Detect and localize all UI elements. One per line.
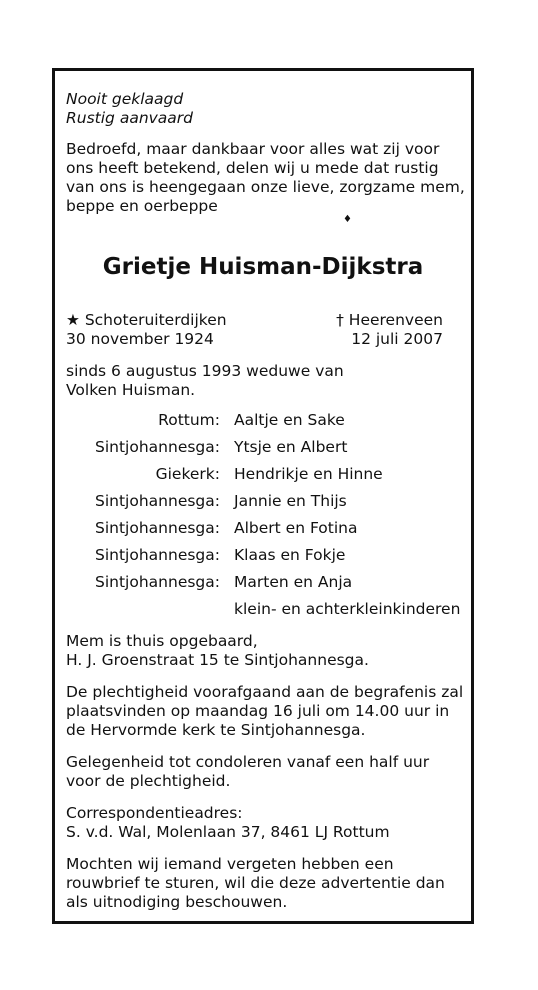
closing-line-2: rouwbrief te sturen, wil die deze advertentie dan xyxy=(66,874,445,892)
family-names: Albert en Fotina xyxy=(234,519,358,537)
intro-line-3: van ons is heengegaan onze lieve, zorgzame mem, xyxy=(66,178,465,196)
family-names: Hendrikje en Hinne xyxy=(234,465,383,483)
family-place: Sintjohannesga: xyxy=(95,519,220,537)
condolence-line-2: voor de plechtigheid. xyxy=(66,772,231,790)
family-place: Sintjohannesga: xyxy=(95,546,220,564)
family-place: Sintjohannesga: xyxy=(95,573,220,591)
closing-line-3: als uitnodiging beschouwen. xyxy=(66,893,288,911)
death-place: † Heerenveen xyxy=(336,311,443,329)
family-names: Marten en Anja xyxy=(234,573,353,591)
motto-line-1: Nooit geklaagd xyxy=(66,90,184,108)
family-place: Giekerk: xyxy=(155,465,220,483)
grandchildren-line: klein- en achterkleinkinderen xyxy=(234,600,461,618)
condolence-line-1: Gelegenheid tot condoleren vanaf een half uur xyxy=(66,753,430,771)
ceremony-line-3: de Hervormde kerk te Sintjohannesga. xyxy=(66,721,366,739)
widow-line-2: Volken Huisman. xyxy=(66,381,196,399)
family-names: Aaltje en Sake xyxy=(234,411,345,429)
family-names: Ytsje en Albert xyxy=(234,438,348,456)
laid-out-line-2: H. J. Groenstraat 15 te Sintjohannesga. xyxy=(66,651,369,669)
family-names: Klaas en Fokje xyxy=(234,546,346,564)
family-place: Rottum: xyxy=(158,411,220,429)
family-place: Sintjohannesga: xyxy=(95,492,220,510)
correspondence-label: Correspondentieadres: xyxy=(66,804,243,822)
family-place: Sintjohannesga: xyxy=(95,438,220,456)
birth-place: ★ Schoteruiterdijken xyxy=(66,311,227,329)
ceremony-line-1: De plechtigheid voorafgaand aan de begrafenis zal xyxy=(66,683,464,701)
intro-line-1: Bedroefd, maar dankbaar voor alles wat zij voor xyxy=(66,140,440,158)
closing-line-1: Mochten wij iemand vergeten hebben een xyxy=(66,855,394,873)
ornament: ♦ xyxy=(343,214,352,225)
laid-out-line-1: Mem is thuis opgebaard, xyxy=(66,632,258,650)
correspondence-address: S. v.d. Wal, Molenlaan 37, 8461 LJ Rottum xyxy=(66,823,390,841)
widow-line-1: sinds 6 augustus 1993 weduwe van xyxy=(66,362,344,380)
motto-line-2: Rustig aanvaard xyxy=(66,109,194,127)
intro-line-4: beppe en oerbeppe xyxy=(66,197,218,215)
birth-date: 30 november 1924 xyxy=(66,330,214,348)
death-date: 12 juli 2007 xyxy=(351,330,443,348)
ceremony-line-2: plaatsvinden op maandag 16 juli om 14.00 uur in xyxy=(66,702,450,720)
family-names: Jannie en Thijs xyxy=(234,492,347,510)
deceased-name: Grietje Huisman-Dijkstra xyxy=(102,254,424,280)
intro-line-2: ons heeft betekend, delen wij u mede dat rustig xyxy=(66,159,439,177)
